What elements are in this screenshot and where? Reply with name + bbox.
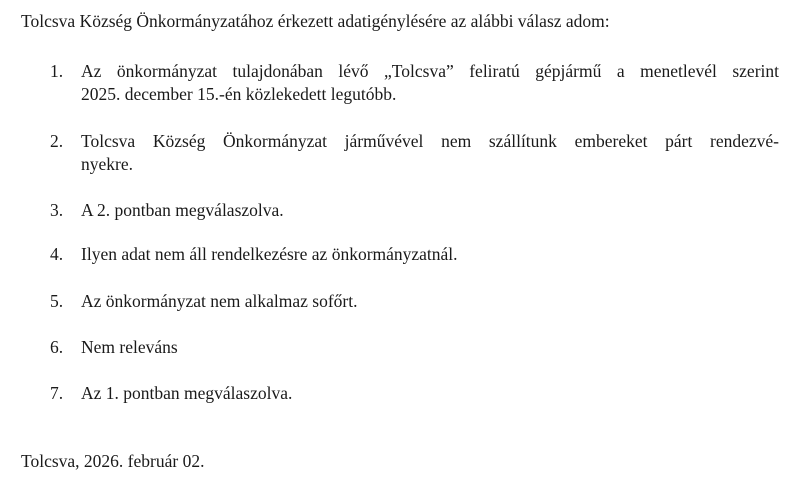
list-item-text <box>81 60 779 106</box>
list-item-line: Ilyen adat nem áll rendelkezésre az önkormányzatnál. <box>81 244 458 264</box>
list-item-number: 3. <box>50 200 64 220</box>
closing-place-date: Tolcsva, 2026. február 02. <box>21 451 205 471</box>
list-item-number: 6. <box>50 337 64 357</box>
list-item-line: Nem releváns <box>81 337 178 357</box>
list-item-number: 2. <box>50 131 64 151</box>
list-item-text <box>81 243 779 266</box>
list-item-line: Tolcsva Község Önkormányzat járművével nem szállítunk embereket párt rendezvé- <box>81 131 779 151</box>
list-item-number: 4. <box>50 244 64 264</box>
list-item-text <box>81 199 779 222</box>
intro-paragraph: Tolcsva Község Önkormányzatához érkezett adatigénylésére az alábbi válasz adom: <box>21 11 610 31</box>
list-item-number: 5. <box>50 291 64 311</box>
list-item-line: Az önkormányzat nem alkalmaz sofőrt. <box>81 291 358 311</box>
list-item-line: A 2. pontban megválaszolva. <box>81 200 284 220</box>
list-item-line: 2025. december 15.-én közlekedett legutóbb. <box>81 84 397 104</box>
list-item-line: Az önkormányzat tulajdonában lévő „Tolcsva” feliratú gépjármű a menetlevél szerint <box>81 61 779 81</box>
list-item-text <box>81 290 779 313</box>
list-item-number: 1. <box>50 61 64 81</box>
list-item-line: nyekre. <box>81 154 133 174</box>
list-item-number: 7. <box>50 383 64 403</box>
list-item-text <box>81 130 779 176</box>
list-item-text <box>81 382 779 405</box>
list-item-text <box>81 336 779 359</box>
list-item-line: Az 1. pontban megválaszolva. <box>81 383 293 403</box>
